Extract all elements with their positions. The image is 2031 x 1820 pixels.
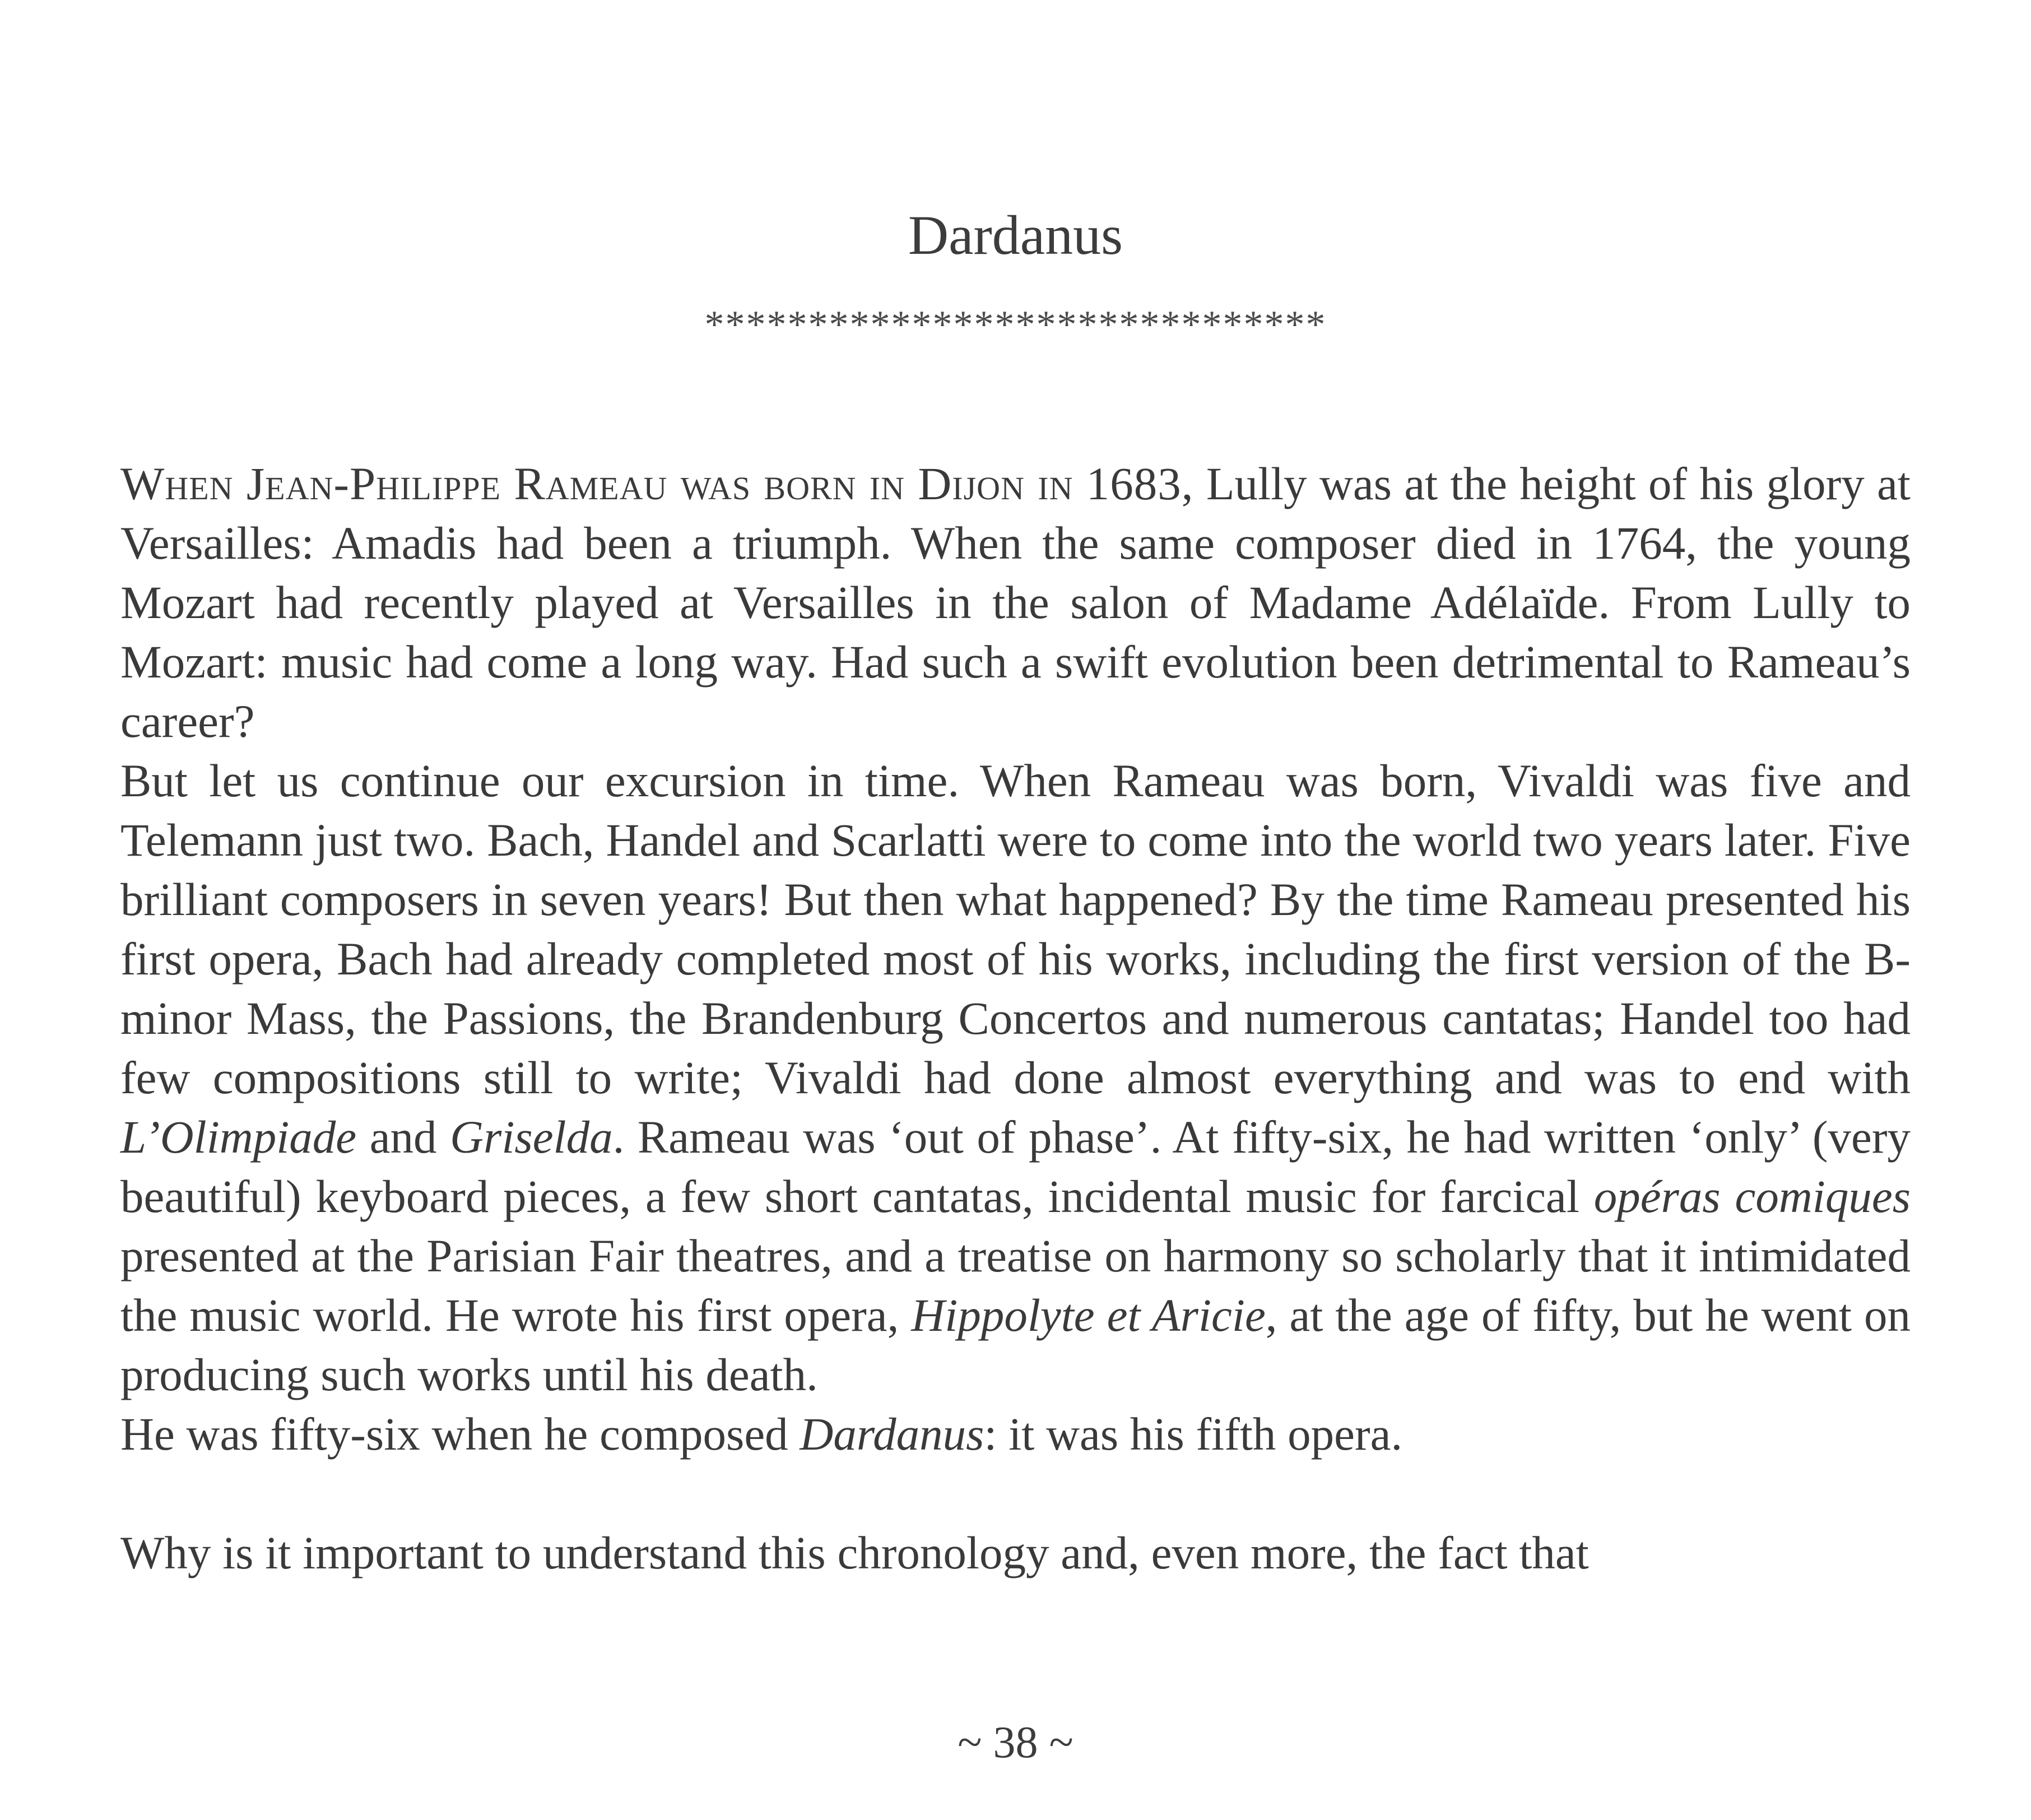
paragraph-4: Why is it important to understand this chronology and, even more, the fact that [120, 1527, 1589, 1578]
work-title-hippolyte: Hippolyte et Aricie [911, 1289, 1266, 1341]
page-title: Dardanus [908, 204, 1123, 266]
paragraph-2-text-1: But let us continue our excursion in time. When Rameau was born, Vivaldi was five and Telemann just two. Bach, Handel and Scarlatti were to come into the world two years later. Five brilliant composers in seven years! But then what happened? By the time Rameau presented his first opera, Bach had already completed most of his works, including the first version of the B-minor Mass, the Passions, the Brandenburg Concertos and numerous cantatas; Handel too had few compositions still to write; Vivaldi had done almost everything and was to end with [120, 755, 1911, 1103]
page-number: ~ 38 ~ [958, 1718, 1073, 1767]
work-title-olimpiade: L’Olimpiade [120, 1111, 357, 1163]
work-title-dardanus: Dardanus [800, 1408, 984, 1460]
paragraph-3 [120, 1404, 1911, 1464]
paragraph-3-text-1: He was fifty-six when he composed [120, 1408, 800, 1460]
lead-in-smallcaps: When Jean-Philippe Rameau was born in Dijon in 1683, [120, 458, 1194, 509]
body-text [120, 454, 1911, 1582]
paragraph-2-text-4: presented at the Parisian Fair theatres, and a treatise on harmony so scholarly that it intimidated the music world. He wrote his first opera, [120, 1230, 1911, 1341]
title-ornament: ****************************** [704, 303, 1327, 346]
work-title-griselda: Griselda [450, 1111, 613, 1163]
paragraph-1-text: Lully was at the height of his glory at Versailles: Amadis had been a triumph. When the same composer died in 1764, the young Mozart had recently played at Versailles in the salon of Madame Adélaïde. From Lully to Mozart: music had come a long way. Had such a swift evolution been detrimental to Rameau’s career? [120, 458, 1911, 747]
paragraph-2-text-3: . Rameau was ‘out of phase’. At fifty-six, he had written ‘only’ (very beautiful) keyboard pieces, a few short cantatas, incidental music for farcical [120, 1111, 1911, 1222]
paragraph-2 [120, 751, 1911, 1404]
paragraph-2-text-2: and [356, 1111, 450, 1163]
genre-operas-comiques: opéras comiques [1593, 1171, 1911, 1222]
paragraph-1 [120, 454, 1911, 751]
paragraph-2-text-5: , at the age of fifty, but he went on producing such works until his death. [120, 1289, 1911, 1400]
paragraph-3-text-2: : it was his fifth opera. [984, 1408, 1403, 1460]
